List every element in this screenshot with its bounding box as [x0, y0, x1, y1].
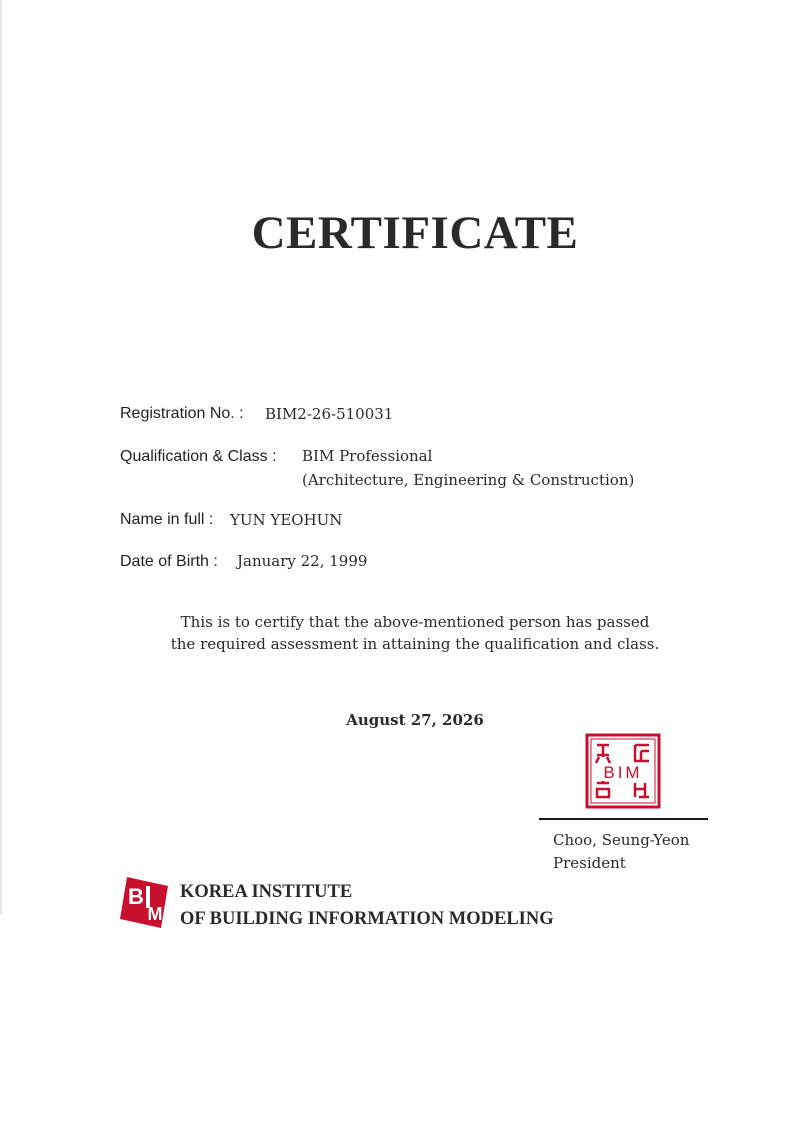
name-label: Name in full :: [120, 511, 214, 528]
seal-text: BIM: [603, 763, 643, 782]
organization-name: [180, 879, 554, 933]
red-square-seal-icon: [585, 733, 661, 809]
qualification-value-line1: BIM Professional: [302, 447, 433, 465]
signer-block: [553, 829, 689, 875]
birth-value: January 22, 1999: [237, 552, 368, 570]
statement-line-1: This is to certify that the above-mentioned person has passed: [180, 613, 650, 631]
organization-name-line-2: OF BUILDING INFORMATION MODELING: [180, 909, 554, 929]
birth-label: Date of Birth :: [120, 553, 218, 570]
organization-name-line-1: KOREA INSTITUTE: [180, 882, 353, 902]
statement-line-2: the required assessment in attaining the qualification and class.: [170, 635, 660, 653]
signer-title: President: [553, 854, 626, 872]
signature-line: [539, 818, 708, 820]
logo-letter-m: M: [147, 904, 163, 924]
qualification-label: Qualification & Class :: [120, 448, 277, 465]
name-value: YUN YEOHUN: [230, 511, 343, 529]
registration-value: BIM2-26-510031: [265, 405, 394, 423]
qualification-value-line2: (Architecture, Engineering & Construction): [302, 471, 635, 489]
logo-letter-b: B: [128, 884, 144, 909]
certification-statement: [0, 611, 794, 655]
page-edge-divider: [0, 0, 2, 915]
issue-date: August 27, 2026: [346, 711, 484, 729]
bim-logo-icon: [118, 874, 174, 930]
signer-name: Choo, Seung-Yeon: [553, 831, 690, 849]
registration-label: Registration No. :: [120, 405, 244, 422]
certificate-title: CERTIFICATE: [251, 207, 579, 259]
